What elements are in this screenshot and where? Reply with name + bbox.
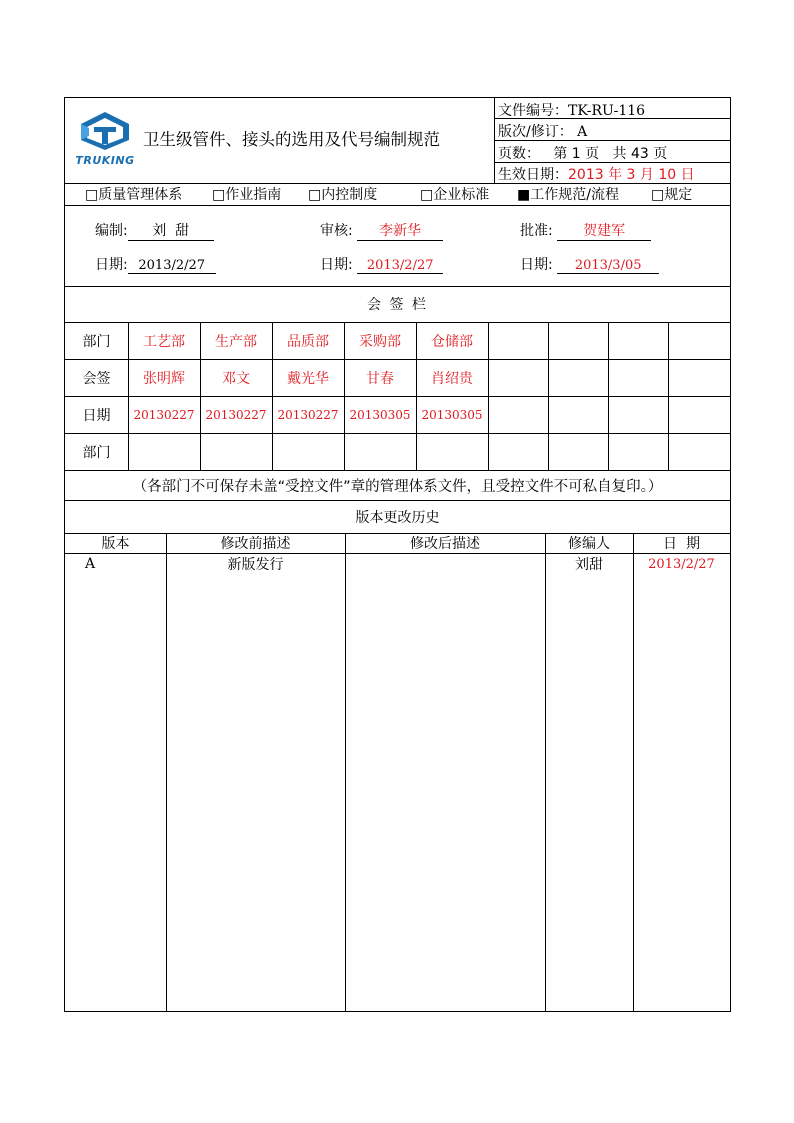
history-col-before: 修改前描述 [220,536,291,552]
department-cell: 工艺部 [143,333,185,350]
document-title: 卫生级管件、接头的选用及代号编制规范 [143,130,440,149]
reviewer-name: 李新华 [357,220,443,241]
reviewer-date: 2013/2/27 [357,258,443,274]
history-row-before: 新版发行 [227,557,284,573]
logo-text: TRUKING [75,154,135,167]
history-row-date: 2013/2/27 [648,556,715,572]
approver-date: 2013/3/05 [557,258,659,274]
sign-date-cell: 20130305 [349,407,411,422]
reviewer-label: 审核: [320,223,353,239]
approver-label: 批准: [520,223,553,239]
history-col-version: 版本 [101,536,130,552]
effective-date-row [498,164,695,184]
reviewer-date-label: 日期: [320,257,353,273]
category-enterprise-standard[interactable]: □企业标准 [420,187,490,203]
truking-logo-icon [67,110,143,150]
company-logo [67,110,143,167]
revision: A [577,124,588,140]
author-label: 编制: [95,223,128,239]
row-label-department: 部门 [82,333,111,350]
signoff-title: 会 签 栏 [367,297,428,313]
sign-date-cell: 20130227 [205,407,267,422]
history-col-date: 日 期 [663,536,700,552]
category-work-procedure[interactable]: ■工作规范/流程 [517,187,619,203]
signer-cell: 戴光华 [287,370,329,387]
doc-number: TK-RU-116 [568,103,646,119]
author-name: 刘 甜 [128,220,214,241]
sign-date-cell: 20130227 [133,407,195,422]
reviewer-field [320,220,443,241]
category-internal-control[interactable]: □内控制度 [308,187,378,203]
history-row-after [345,554,545,574]
history-title: 版本更改历史 [355,509,440,526]
history-row-editor: 刘甜 [575,557,603,573]
approver-date-label: 日期: [520,257,553,273]
approver-date-field [520,254,659,274]
doc-number-label: 文件编号： [498,103,568,119]
document-form [64,97,731,1012]
approver-name: 贺建军 [557,220,651,241]
page-count-row [498,143,667,163]
category-work-guide[interactable]: □作业指南 [212,187,282,203]
signer-cell: 邓文 [222,370,250,387]
author-date-field [95,254,216,274]
revision-label: 版次/修订： [498,124,573,140]
page-count-label: 页数： [498,146,540,162]
department-cell: 仓储部 [431,333,473,350]
page-count: 第 1 页 共 43 页 [553,146,668,162]
history-col-after: 修改后描述 [410,536,480,552]
history-row-version: A [85,556,96,572]
sign-date-cell: 20130305 [421,407,483,422]
category-quality-system[interactable]: □质量管理体系 [85,187,183,203]
signer-cell: 甘春 [366,370,394,387]
reviewer-date-field [320,254,443,274]
row-label-sign: 会签 [82,370,111,387]
author-date: 2013/2/27 [128,258,216,274]
revision-row [498,121,587,141]
controlled-copy-notice: （各部门不可保存未盖“受控文件”章的管理体系文件，且受控文件不可私自复印。） [132,478,663,495]
department-cell: 采购部 [359,333,401,350]
department-cell: 生产部 [215,333,257,350]
effective-date: 2013 年 3 月 10 日 [568,167,695,183]
effective-date-label: 生效日期： [498,167,568,183]
author-date-label: 日期: [95,257,128,273]
signer-cell: 肖绍贵 [431,370,473,387]
doc-number-row [498,100,645,120]
category-regulation[interactable]: □规定 [651,187,693,203]
department-cell: 品质部 [287,333,329,350]
author-field [95,220,214,241]
signer-cell: 张明辉 [143,370,185,387]
history-col-editor: 修编人 [568,536,610,552]
row-label-date: 日期 [82,407,111,424]
row-label-department-2: 部门 [82,444,111,461]
sign-date-cell: 20130227 [277,407,339,422]
approver-field [520,220,651,241]
